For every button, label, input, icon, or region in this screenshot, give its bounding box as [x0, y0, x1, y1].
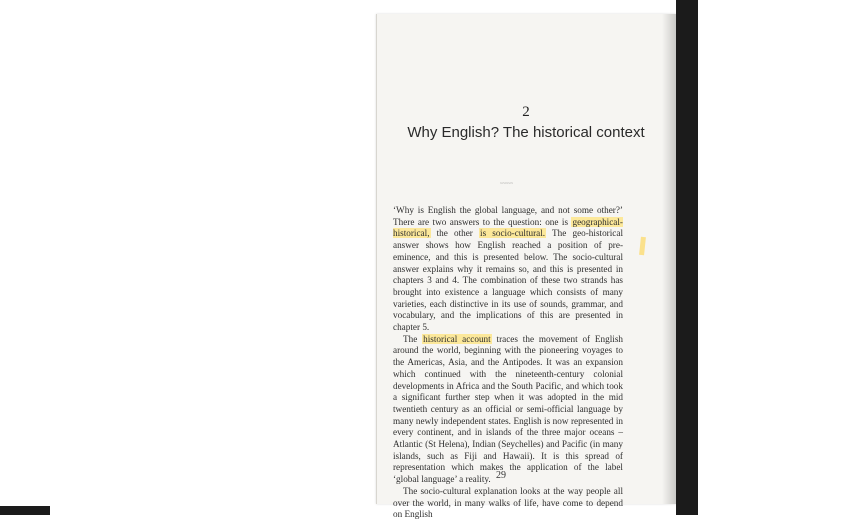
page-gutter-shadow	[662, 14, 676, 504]
text-segment: traces the movement of English around the world, beginning with the pioneering voyages to the Americas, Asia, and the Antipodes. It was an expansion which continued with the nineteenth-century colonial developments in Africa and the South Pacific, and which took a significant further step when it was adopted in the mid twentieth century as an official or semi-official language by many newly independent states. English is now represented in every continent, and in islands of the three major oceans – Atlantic (St Helena), Indian (Seychelles) and Pacific (in many islands, such as Fiji and Hawaii). It is this spread of representation which makes the application of the label ‘global language’ a reality.	[393, 333, 624, 485]
scan-edge-bar	[0, 506, 50, 515]
ornament-mark: ~~~~~~~~	[500, 181, 513, 185]
highlighted-text: historical account	[423, 333, 491, 344]
highlighted-text: is socio-cultural.	[480, 228, 546, 239]
text-segment: The geo-historical answer shows how English reached a position of pre-eminence, and this is presented below. The socio-cultural answer explains why it remains so, and this is presented in chapters 3 and 4. The combination of these two strands has brought into existence a language which consists of many varieties, each distinctive in its use of sounds, grammar, and vocabulary, and the implications of this are presented in chapter 5.	[393, 228, 623, 333]
chapter-title: Why English? The historical context	[407, 124, 645, 141]
chapter-number: 2	[522, 104, 530, 120]
text-segment: the other	[430, 228, 480, 239]
paragraph-1	[393, 205, 623, 334]
paragraph-2	[393, 334, 623, 486]
text-segment: ‘Why is English the global language, and not some other?’ There are two answers to the question: one is	[393, 205, 623, 227]
highlighted-text: geographical-historical,	[393, 216, 623, 239]
book-spine	[676, 0, 698, 515]
text-segment: The	[403, 333, 423, 344]
text-segment: The socio-cultural explanation looks at the way people all over the world, in many walks of life, have come to depend on English	[393, 485, 623, 520]
page-number: 29	[496, 470, 506, 481]
paragraph-3	[393, 486, 623, 521]
